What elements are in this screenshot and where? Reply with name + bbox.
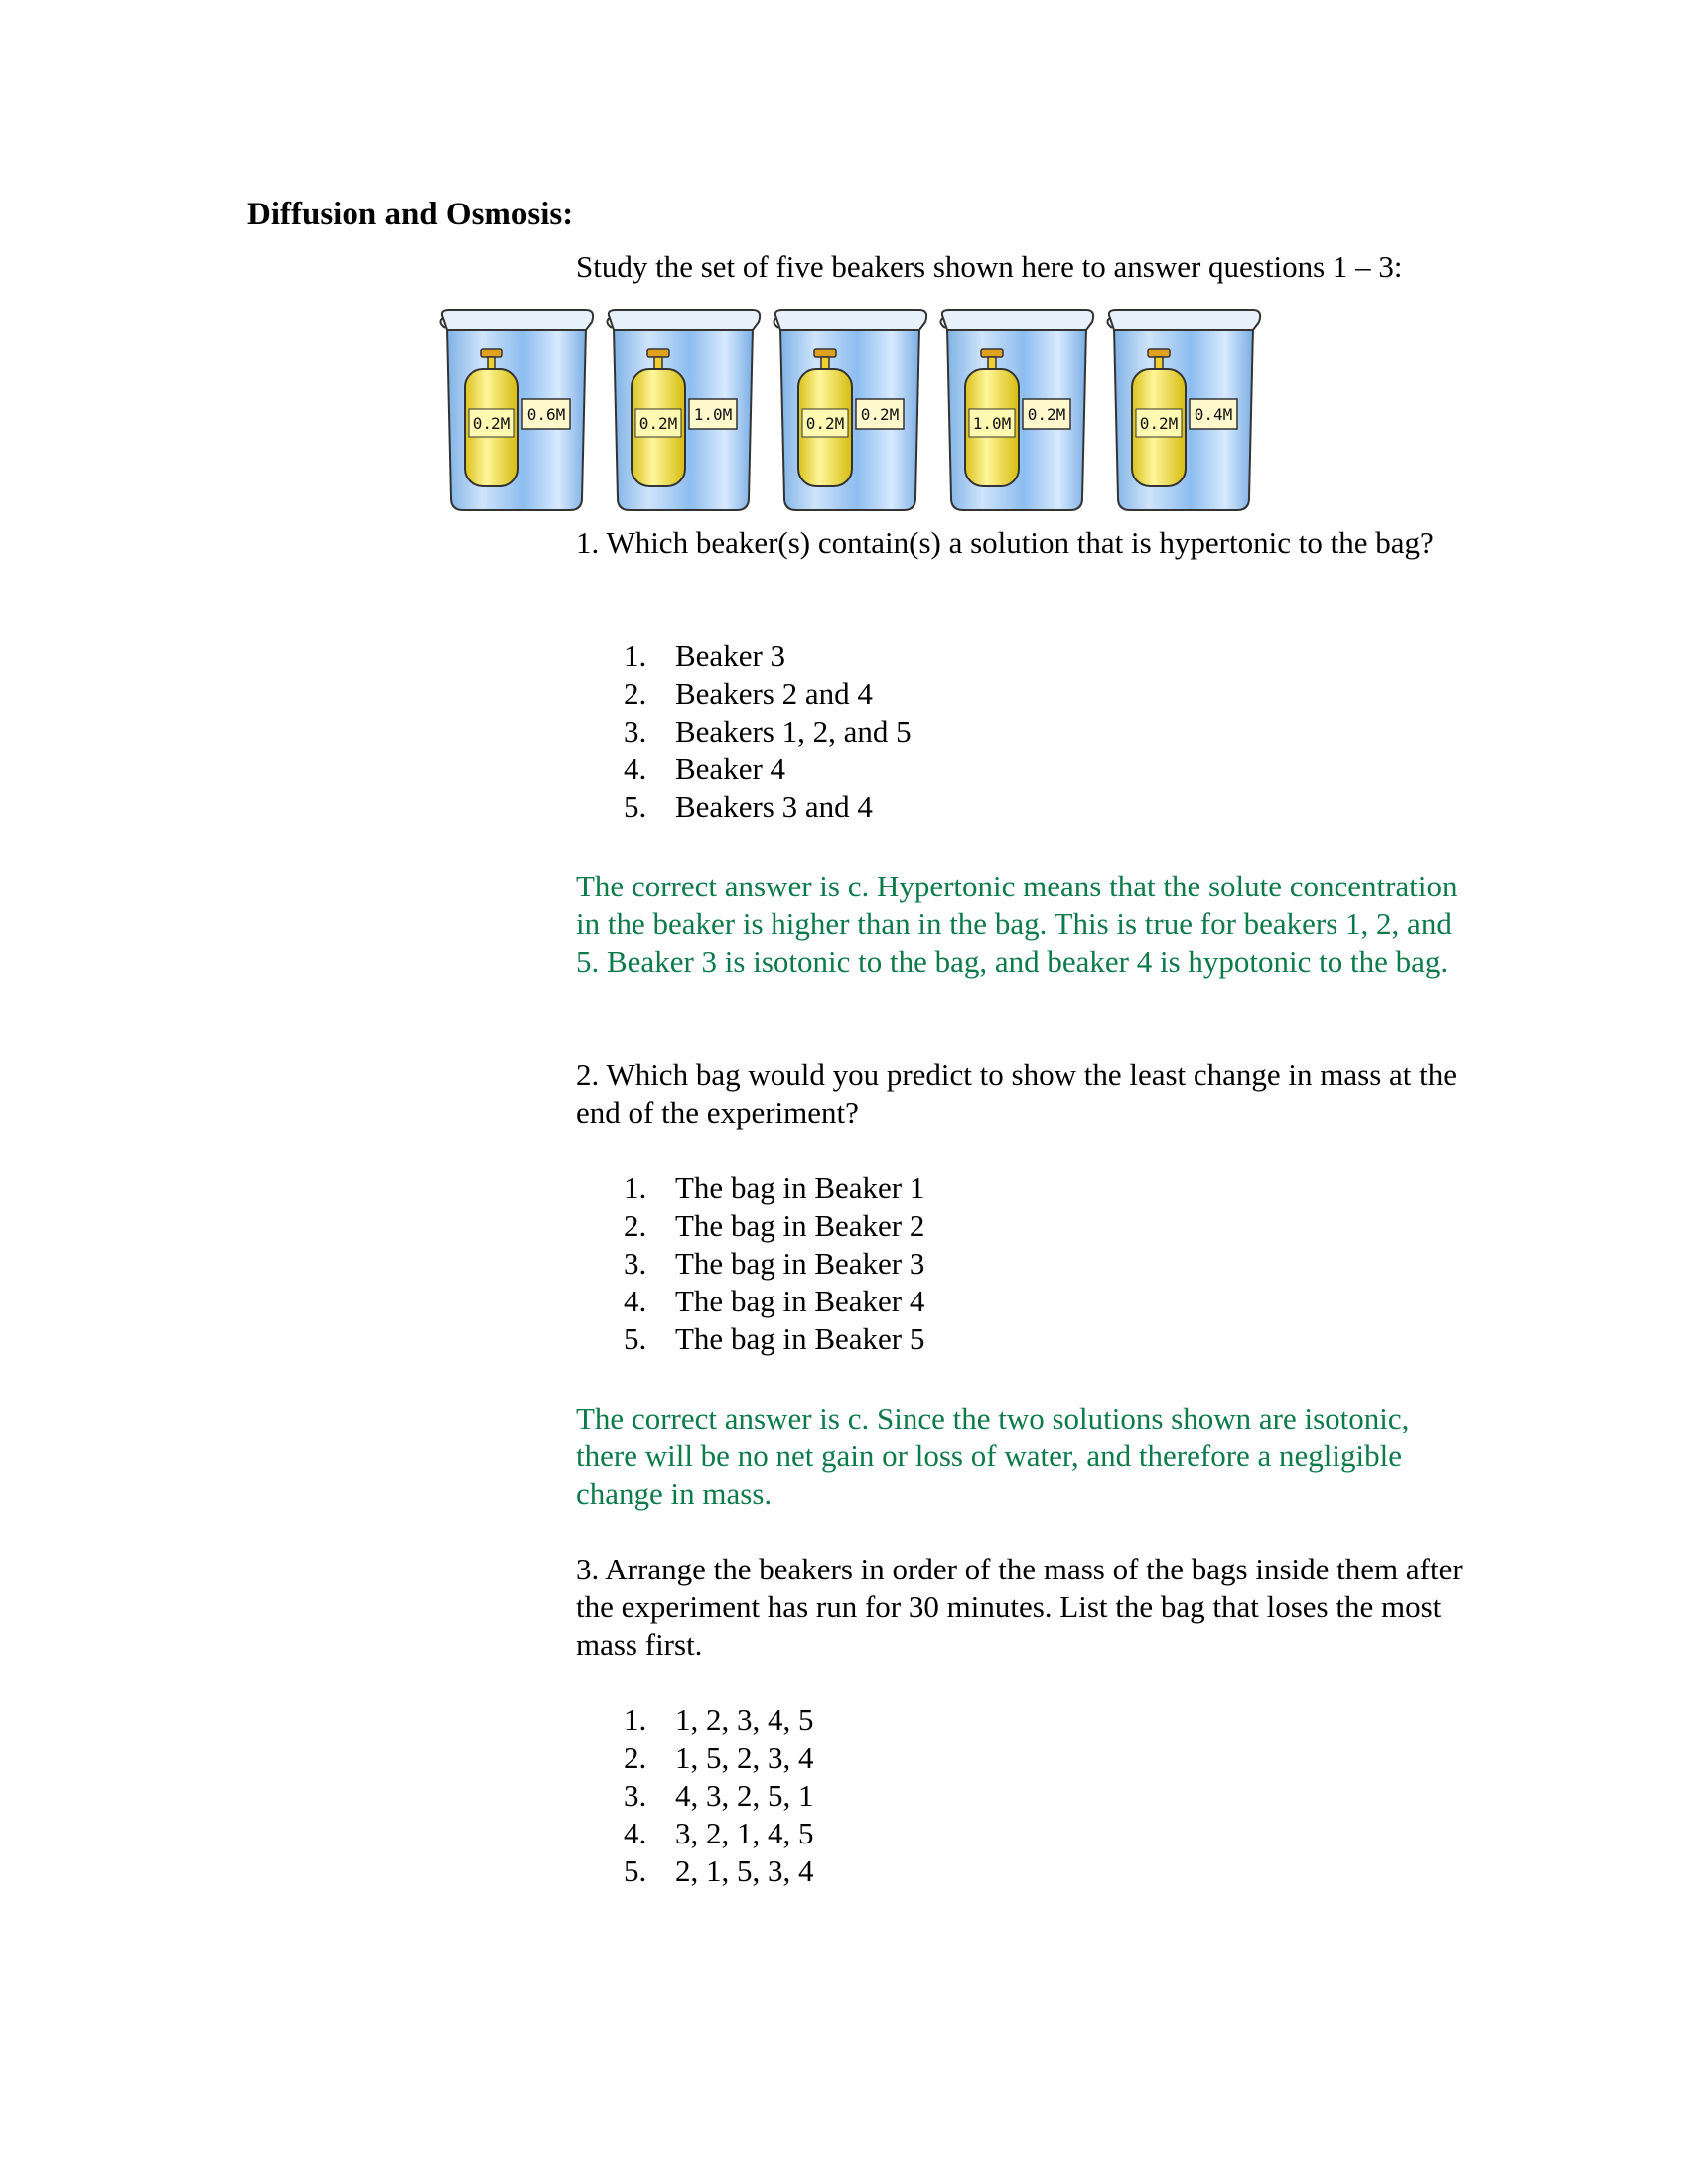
question-1-option: 4. Beaker 4 [624,751,786,786]
question-3-option: 3. 4, 3, 2, 5, 1 [624,1778,814,1813]
question-3-option: 4. 3, 2, 1, 4, 5 [624,1816,814,1850]
question-3-options [624,1702,814,1890]
question-2-option: 2. The bag in Beaker 2 [624,1208,925,1243]
intro-text: Study the set of five beakers shown here to answer questions 1 – 3: [576,249,1403,284]
bag-concentration-label: 0.2M [472,414,511,433]
bag-concentration-label: 0.2M [638,414,678,433]
question-1-option: 3. Beakers 1, 2, and 5 [624,714,912,749]
beaker-rim [942,310,1093,330]
beaker [1107,310,1260,510]
question-3-option: 5. 2, 1, 5, 3, 4 [624,1853,814,1888]
beaker-rim [1109,310,1260,330]
bag-clip [1148,349,1170,357]
bag-concentration-label: 0.2M [1139,414,1179,433]
question-1-option: 1. Beaker 3 [624,638,786,673]
page-title: Diffusion and Osmosis: [247,197,574,232]
bag-concentration-label: 1.0M [972,414,1012,433]
beaker [940,310,1093,510]
beaker [774,310,926,510]
question-3: 3. Arrange the beakers in order of the mass of the bags inside them after the experiment has run for 30 minutes. List the bag that loses the most mass first. [576,1552,1463,1662]
bag-neck [654,357,662,369]
question-1-options [624,637,912,826]
beaker [440,310,593,510]
question-1: 1. Which beaker(s) contain(s) a solution that is hypertonic to the bag? [576,525,1434,560]
question-2-option: 3. The bag in Beaker 3 [624,1246,925,1281]
bag-clip [981,349,1003,357]
bag-clip [647,349,669,357]
bag-neck [488,357,495,369]
question-3-option: 2. 1, 5, 2, 3, 4 [624,1740,814,1775]
question-3-option: 1. 1, 2, 3, 4, 5 [624,1703,814,1737]
solution-concentration-label: 0.6M [526,405,566,424]
beaker-rim [609,310,760,330]
question-1-option: 5. Beakers 3 and 4 [624,789,873,824]
bag-clip [481,349,502,357]
beaker-illustration [437,300,1281,518]
answer-2-explanation: The correct answer is c. Since the two solutions shown are isotonic, there will be no net gain or loss of water, and therefore a negligible change in mass. [576,1401,1410,1511]
bag-concentration-label: 0.2M [805,414,845,433]
solution-concentration-label: 1.0M [693,405,733,424]
question-2-option: 5. The bag in Beaker 5 [624,1321,925,1356]
bag-neck [988,357,996,369]
beaker [607,310,760,510]
solution-concentration-label: 0.4M [1194,405,1233,424]
question-1-option: 2. Beakers 2 and 4 [624,676,873,711]
bag-clip [814,349,836,357]
solution-concentration-label: 0.2M [1027,405,1066,424]
question-2-options [624,1169,924,1358]
beaker-rim [442,310,593,330]
question-2-option: 4. The bag in Beaker 4 [624,1284,925,1318]
question-2-option: 1. The bag in Beaker 1 [624,1170,925,1205]
bag-neck [1155,357,1163,369]
question-2: 2. Which bag would you predict to show the least change in mass at the end of the experiment? [576,1057,1458,1130]
answer-1-explanation: The correct answer is c. Hypertonic means that the solute concentration in the beaker is higher than in the bag. This is true for beakers 1, 2, and 5. Beaker 3 is isotonic to the bag, and beaker 4 is hypotonic to the bag. [576,869,1458,979]
solution-concentration-label: 0.2M [860,405,900,424]
beaker-rim [775,310,926,330]
bag-neck [821,357,829,369]
